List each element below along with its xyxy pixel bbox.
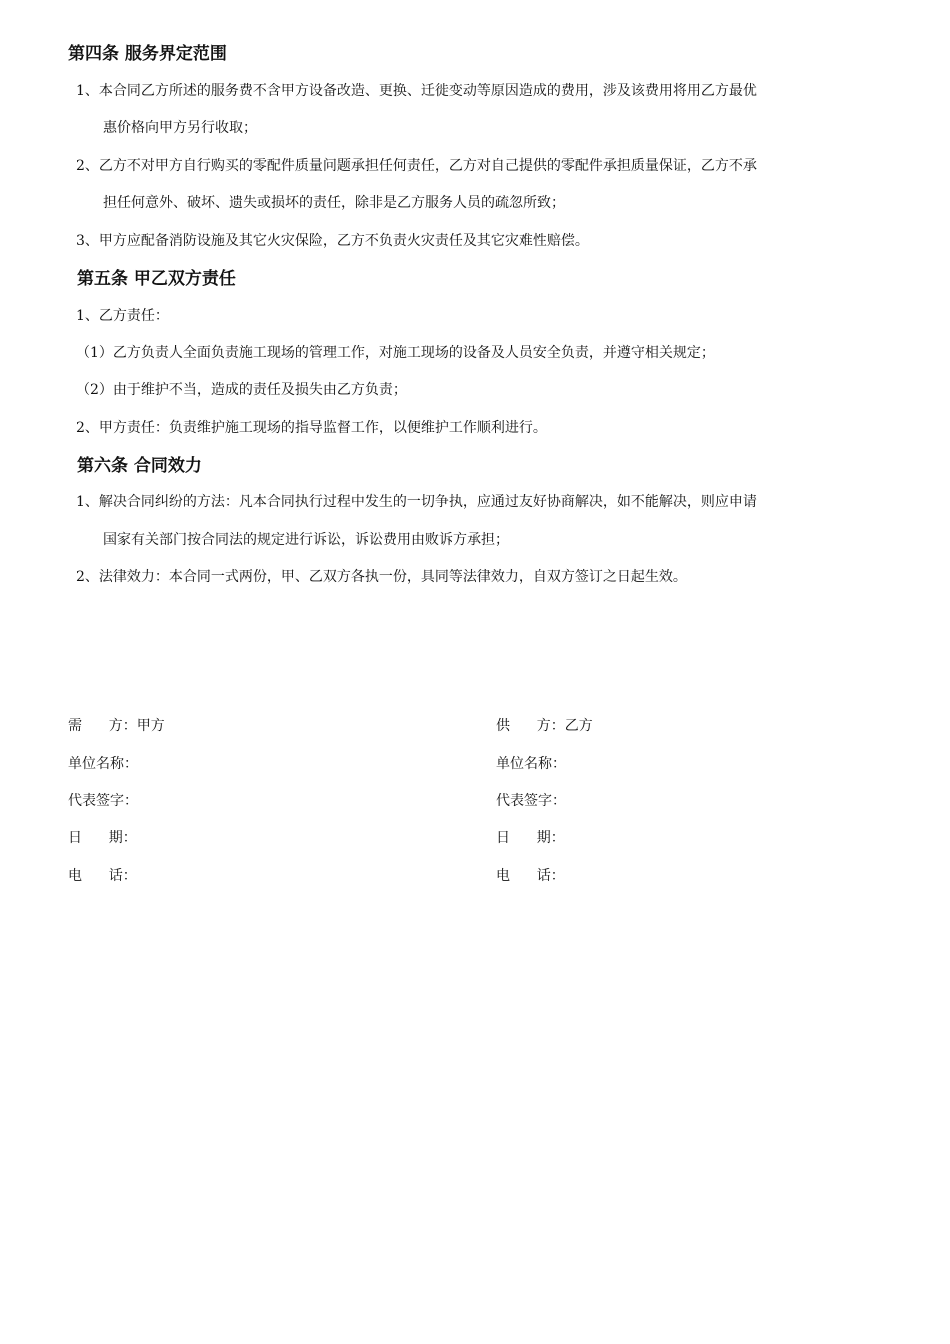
article-5-line-1: 1、乙方责任： <box>76 308 169 324</box>
article-6-line-1: 1、解决合同纠纷的方法：凡本合同执行过程中发生的一切争执，应通过友好协商解决，如不能解决，则应申请 <box>76 494 757 510</box>
supply-party-line: 供 方：乙方 <box>496 718 593 734</box>
left-unit-name-line: 单位名称： <box>68 756 138 772</box>
left-signature-line: 代表签字： <box>68 793 138 809</box>
article-4-line-3: 2、乙方不对甲方自行购买的零配件质量问题承担任何责任，乙方对自己提供的零配件承担质量保证，乙方不承 <box>76 158 757 174</box>
right-phone-line: 电 话： <box>496 868 565 884</box>
article-4-line-1: 1、本合同乙方所述的服务费不含甲方设备改造、更换、迁徙变动等原因造成的费用，涉及该费用将用乙方最优 <box>76 83 757 99</box>
article-6-title: 第六条 合同效力 <box>77 456 202 476</box>
article-5-title: 第五条 甲乙双方责任 <box>77 269 236 289</box>
article-5-line-3: （2）由于维护不当，造成的责任及损失由乙方负责； <box>76 382 407 398</box>
left-date-line: 日 期： <box>68 830 137 846</box>
article-4-line-4: 担任何意外、破坏、遗失或损坏的责任，除非是乙方服务人员的疏忽所致； <box>103 195 565 211</box>
article-4-line-2: 惠价格向甲方另行收取； <box>103 120 257 136</box>
article-5-line-4: 2、甲方责任：负责维护施工现场的指导监督工作，以便维护工作顺利进行。 <box>76 420 547 436</box>
article-6-line-3: 2、法律效力：本合同一式两份，甲、乙双方各执一份，具同等法律效力，自双方签订之日起生效。 <box>76 569 687 585</box>
article-6-line-2: 国家有关部门按合同法的规定进行诉讼，诉讼费用由败诉方承担； <box>103 532 509 548</box>
right-unit-name-line: 单位名称： <box>496 756 566 772</box>
article-4-line-5: 3、甲方应配备消防设施及其它火灾保险，乙方不负责火灾责任及其它灾难性赔偿。 <box>76 233 589 249</box>
right-date-line: 日 期： <box>496 830 565 846</box>
right-signature-line: 代表签字： <box>496 793 566 809</box>
article-5-line-2: （1）乙方负责人全面负责施工现场的管理工作，对施工现场的设备及人员安全负责，并遵守相关规定； <box>76 345 715 361</box>
demand-party-line: 需 方：甲方 <box>68 718 165 734</box>
article-4-title: 第四条 服务界定范围 <box>68 44 227 64</box>
left-phone-line: 电 话： <box>68 868 137 884</box>
